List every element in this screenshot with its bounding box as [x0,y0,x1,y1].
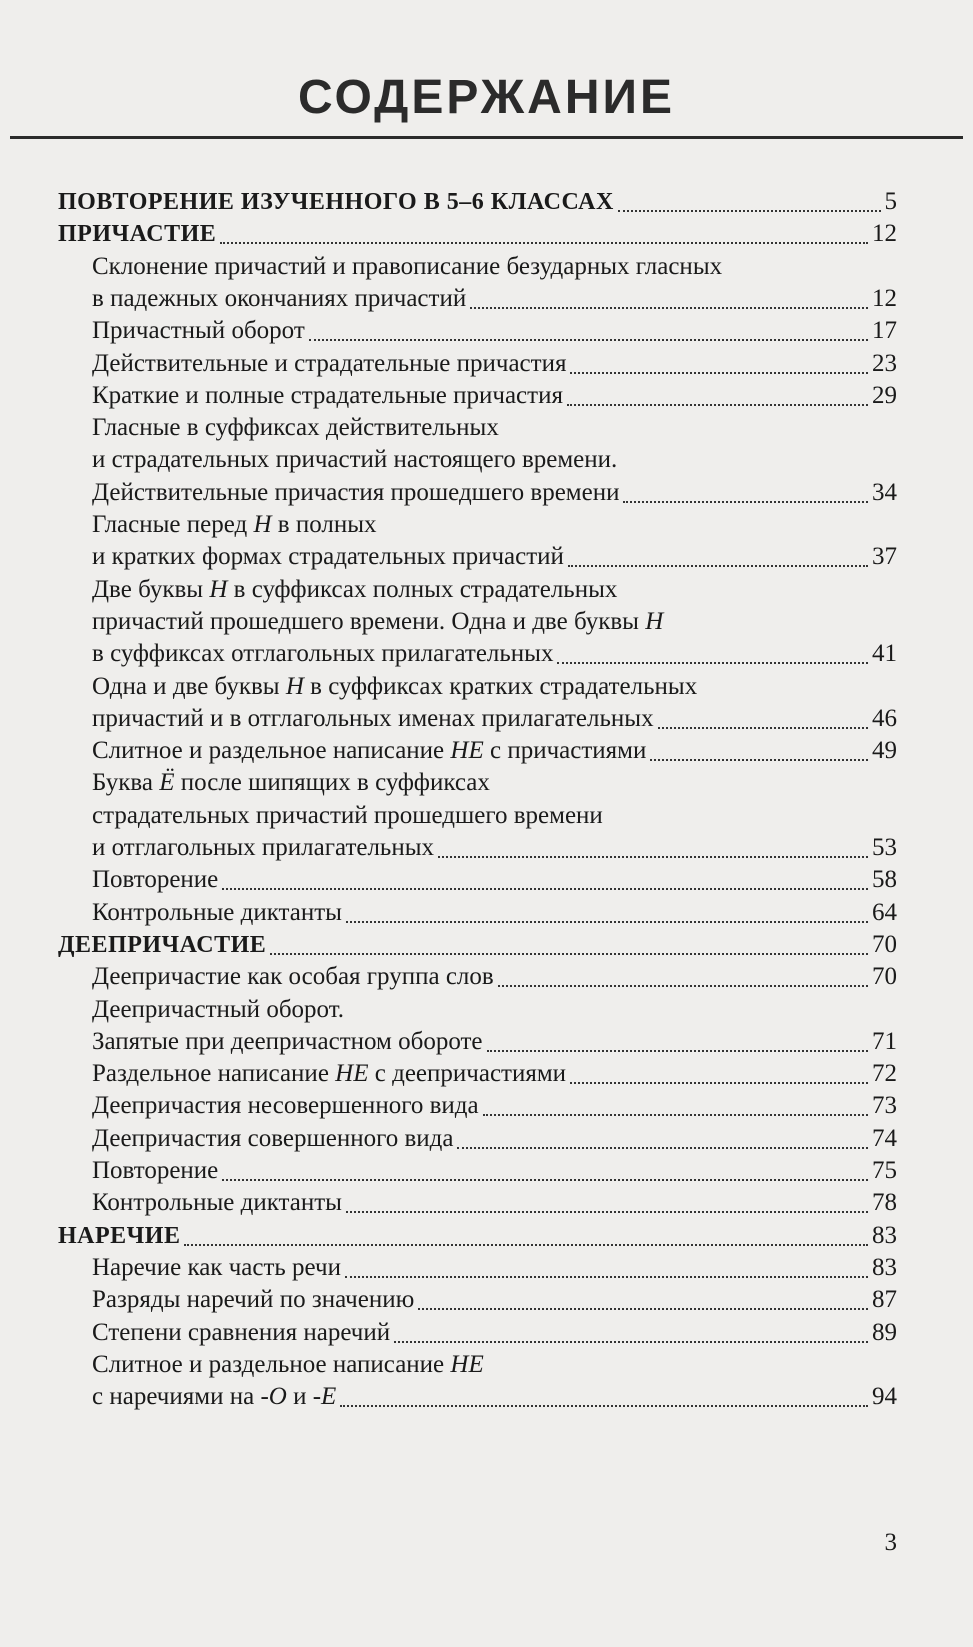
toc-page-number: 12 [872,284,897,312]
toc-entry-label: и отглагольных прилагательных [92,834,435,861]
toc-item [0,380,973,412]
toc-page-number: 37 [872,543,897,571]
toc-page-number: 46 [872,704,897,732]
dot-leader [345,1276,868,1278]
dot-leader [570,1082,868,1084]
toc-page-number: 83 [872,1221,897,1249]
toc-item [0,574,973,606]
toc-section [0,1220,973,1252]
toc-item [0,800,973,832]
toc-item [0,283,973,315]
toc-item [0,1284,973,1316]
toc-item [0,1317,973,1349]
dot-leader [568,565,868,567]
toc-entry-label: Раздельное написание НЕ с деепричастиями [92,1060,567,1088]
toc-entry-label: Склонение причастий и правописание безударных гласных [92,252,723,280]
toc-entry-label: Деепричастия совершенного вида [92,1124,454,1152]
title-rule [10,136,963,139]
toc-page-number: 53 [872,834,897,861]
dot-leader [487,1050,868,1052]
toc-entry-label: Запятые при деепричастном обороте [92,1027,483,1055]
toc-page-number: 41 [872,640,897,668]
dot-leader [483,1114,868,1116]
dot-leader [618,210,881,212]
toc-entry-label: и страдательных причастий настоящего времени. [92,446,618,474]
toc-item [0,864,973,896]
dot-leader [470,307,868,309]
dot-leader [309,339,868,341]
dot-leader [346,1211,868,1213]
toc-page-number: 75 [872,1157,897,1184]
toc-item [0,315,973,347]
page-number: 3 [884,1529,897,1556]
dot-leader [346,921,868,923]
dot-leader [340,1405,868,1407]
toc-entry-label: НАРЕЧИЕ [58,1222,181,1249]
toc-entry-label: Наречие как часть речи [92,1253,341,1281]
toc-page-number: 12 [872,220,897,248]
toc-section [0,186,973,218]
toc-entry-label: ДЕЕПРИЧАСТИЕ [58,931,267,958]
toc-item [0,994,973,1026]
toc-entry-label: Контрольные диктанты [92,1189,342,1217]
dot-leader [570,372,868,374]
toc-entry-label: ПРИЧАСТИЕ [58,221,217,248]
page-title: СОДЕРЖАНИЕ [298,71,675,124]
dot-leader [222,888,868,890]
toc-page-number: 49 [872,737,897,765]
toc-item [0,1058,973,1090]
toc-entry-label: причастий прошедшего времени. Одна и две буквы Н [92,607,664,635]
toc-item [0,412,973,444]
toc-item [0,897,973,929]
toc-page-number: 94 [872,1383,897,1411]
toc-entry-label: Повторение [92,866,219,894]
toc-page-number: 34 [872,478,897,506]
dot-leader [623,501,868,503]
toc-item [0,477,973,509]
dot-leader [658,727,868,729]
toc-entry-label: Степени сравнения наречий [92,1318,391,1346]
toc-entry-label: Деепричастный оборот. [92,995,344,1023]
toc-item [0,1381,973,1413]
toc-entry-label: Гласные перед Н в полных [92,511,377,538]
toc-page-number: 71 [872,1027,897,1055]
toc-item [0,444,973,476]
dot-leader [222,1179,868,1181]
toc-section [0,929,973,961]
toc-entry-label: Деепричастия несовершенного вида [92,1092,479,1120]
toc-page-number: 74 [872,1124,897,1152]
toc-page-number: 83 [872,1253,897,1281]
toc-item [0,767,973,799]
toc-entry-label: и кратких формах страдательных причастий [92,543,564,571]
toc-entry-label: Контрольные диктанты [92,898,342,926]
dot-leader [394,1341,868,1343]
toc-entry-label: ПОВТОРЕНИЕ ИЗУЧЕННОГО В 5–6 КЛАССАХ [58,189,614,215]
toc-page-number: 70 [872,930,897,958]
toc-item [0,832,973,864]
dot-leader [557,662,868,664]
toc-item [0,1252,973,1284]
toc-entry-label: с наречиями на -О и -Е [92,1383,337,1411]
dot-leader [418,1308,868,1310]
toc-entry-label: Деепричастие как особая группа слов [92,963,494,991]
dot-leader [220,242,868,244]
toc-page-number: 17 [872,317,897,345]
toc-entry-label: в падежных окончаниях причастий [92,284,467,312]
toc-page-number: 5 [884,188,897,215]
toc-entry-label: Буква Ё после шипящих в суффиксах [92,769,490,797]
dot-leader [498,985,868,987]
toc-item [0,638,973,670]
dot-leader [438,856,868,858]
toc-page-number: 29 [872,381,897,409]
toc-item [0,1123,973,1155]
toc-page-number: 64 [872,898,897,926]
toc-item [0,348,973,380]
toc-item [0,1187,973,1219]
toc-page-number: 87 [872,1286,897,1314]
toc-entry-label: Разряды наречий по значению [92,1286,415,1314]
toc-item [0,606,973,638]
dot-leader [184,1244,868,1246]
toc-entry-label: в суффиксах отглагольных прилагательных [92,640,554,668]
toc-item [0,1090,973,1122]
dot-leader [457,1147,868,1149]
toc-item [0,961,973,993]
toc-page-number: 72 [872,1060,897,1088]
dot-leader [567,404,868,406]
toc-item [0,703,973,735]
toc-item [0,1155,973,1187]
toc-item [0,541,973,573]
toc-entry-label: Слитное и раздельное написание НЕ с причастиями [92,737,647,765]
toc-entry-label: Краткие и полные страдательные причастия [92,381,563,409]
toc-entry-label: Действительные причастия прошедшего времени [92,478,620,506]
toc-entry-label: причастий и в отглагольных именах прилагательных [92,704,654,732]
toc-item [0,1026,973,1058]
toc-item [0,1349,973,1381]
toc-entry-label: Одна и две буквы Н в суффиксах кратких страдательных [92,672,698,700]
toc-entry-label: Две буквы Н в суффиксах полных страдательных [92,575,618,603]
toc-section [0,218,973,250]
toc-entry-label: Слитное и раздельное написание НЕ [92,1350,484,1378]
toc-item [0,509,973,541]
dot-leader [650,759,868,761]
toc-entry-label: Причастный оборот [92,317,305,345]
toc-item [0,671,973,703]
toc-entry-label: Гласные в суффиксах действительных [92,414,499,442]
dot-leader [270,953,868,955]
toc-page-number: 73 [872,1092,897,1120]
toc-entry-label: Повторение [92,1157,219,1184]
toc-item [0,735,973,767]
toc-entry-label: Действительные и страдательные причастия [92,349,567,377]
toc-page-number: 78 [872,1189,897,1217]
toc-page-number: 89 [872,1318,897,1346]
toc-page-number: 70 [872,963,897,991]
toc-entry-label: страдательных причастий прошедшего времени [92,801,603,829]
toc-page-number: 23 [872,349,897,377]
toc-item [0,251,973,283]
toc-page-number: 58 [872,866,897,894]
